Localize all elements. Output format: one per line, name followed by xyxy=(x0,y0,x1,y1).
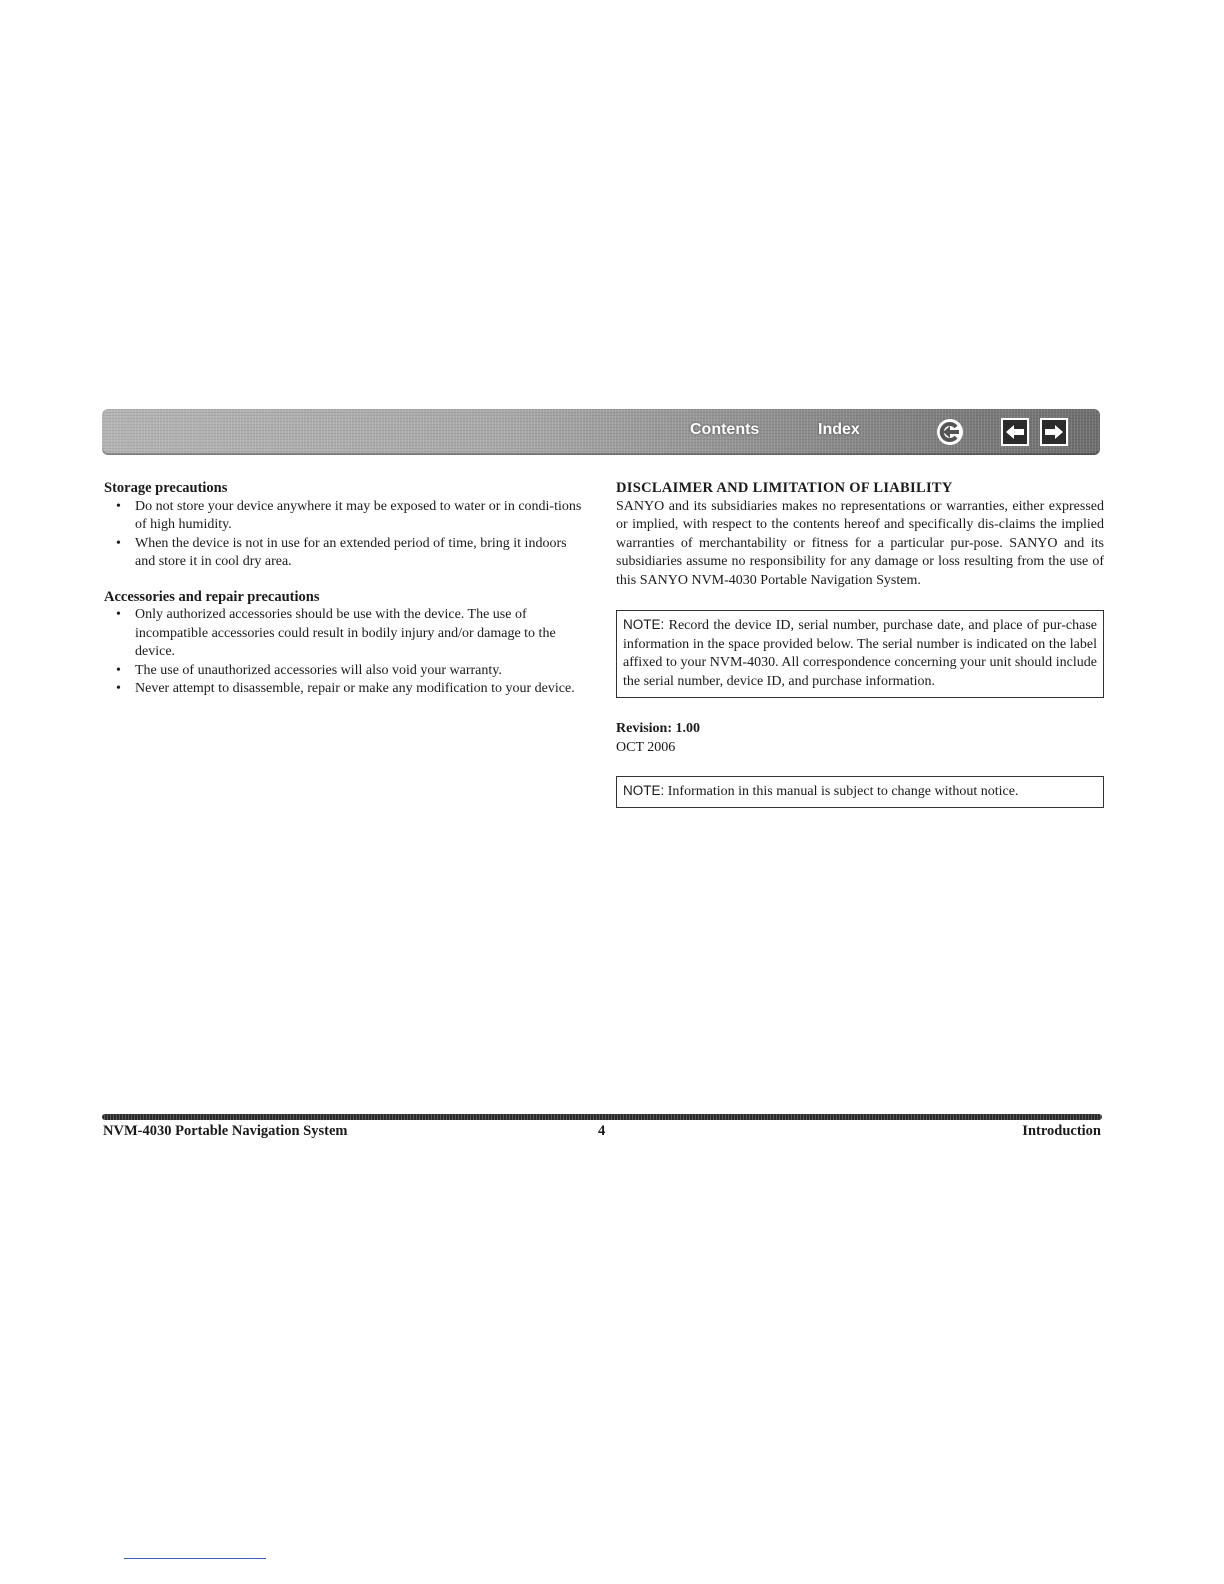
contents-link[interactable]: Contents xyxy=(690,421,760,438)
list-item: • Only authorized accessories should be use with the device. The use of incompatible accessories could result in bodily injury and/or damage to the device. xyxy=(116,607,556,659)
revision-block xyxy=(616,720,1104,757)
list-item: • When the device is not in use for an extended period of time, bring it indoors and store it in cool dry area. xyxy=(116,535,567,569)
storage-precautions-list xyxy=(104,498,590,572)
accessories-precautions-heading: Accessories and repair precautions xyxy=(104,588,320,605)
footer-section-name: Introduction xyxy=(1022,1123,1101,1139)
note-label: NOTE: xyxy=(623,783,665,798)
next-page-icon[interactable] xyxy=(1039,417,1069,447)
accessories-precautions-list xyxy=(104,606,590,699)
list-item: • The use of unauthorized accessories will also void your warranty. xyxy=(116,662,502,678)
note-text: Information in this manual is subject to change without notice. xyxy=(667,784,1019,799)
navigation-bar xyxy=(102,409,1100,455)
left-column xyxy=(104,479,590,715)
change-notice-note xyxy=(616,776,1104,808)
back-arrow-icon[interactable] xyxy=(935,417,965,447)
footer-rule xyxy=(102,1114,1102,1120)
note-text: Record the device ID, serial number, purchase date, and place of pur-chase information in the space provided below. The serial number is indicated on the label affixed to your NVM-4030. All correspondence concerning your unit should include the serial number, device ID, and purchase information. xyxy=(623,618,1098,689)
right-column xyxy=(616,479,1104,808)
footer-product-name: NVM-4030 Portable Navigation System xyxy=(103,1123,348,1139)
note-label: NOTE: xyxy=(623,617,665,632)
disclaimer-heading: DISCLAIMER AND LIMITATION OF LIABILITY xyxy=(616,480,953,496)
index-link[interactable]: Index xyxy=(818,421,860,438)
device-record-note xyxy=(616,610,1104,698)
previous-page-icon[interactable] xyxy=(1000,417,1030,447)
storage-precautions-heading: Storage precautions xyxy=(104,480,228,496)
page-number: 4 xyxy=(598,1123,606,1139)
bottom-divider xyxy=(124,1558,266,1559)
revision-date: OCT 2006 xyxy=(616,739,676,755)
revision-label: Revision: 1.00 xyxy=(616,721,700,736)
list-item: • Never attempt to disassemble, repair or make any modification to your device. xyxy=(116,681,575,696)
list-item: • Do not store your device anywhere it may be exposed to water or in condi-tions of high humidity. xyxy=(116,498,582,532)
disclaimer-paragraph: SANYO and its subsidiaries makes no representations or warranties, either expressed or implied, with respect to the contents hereof and specifically dis-claims the implied warranties of merchantability or fitness for a particular pur-pose. SANYO and its subsidiaries assume no responsibility for any damage or loss resulting from the use of this SANYO NVM-4030 Portable Navigation System. xyxy=(616,498,1104,588)
